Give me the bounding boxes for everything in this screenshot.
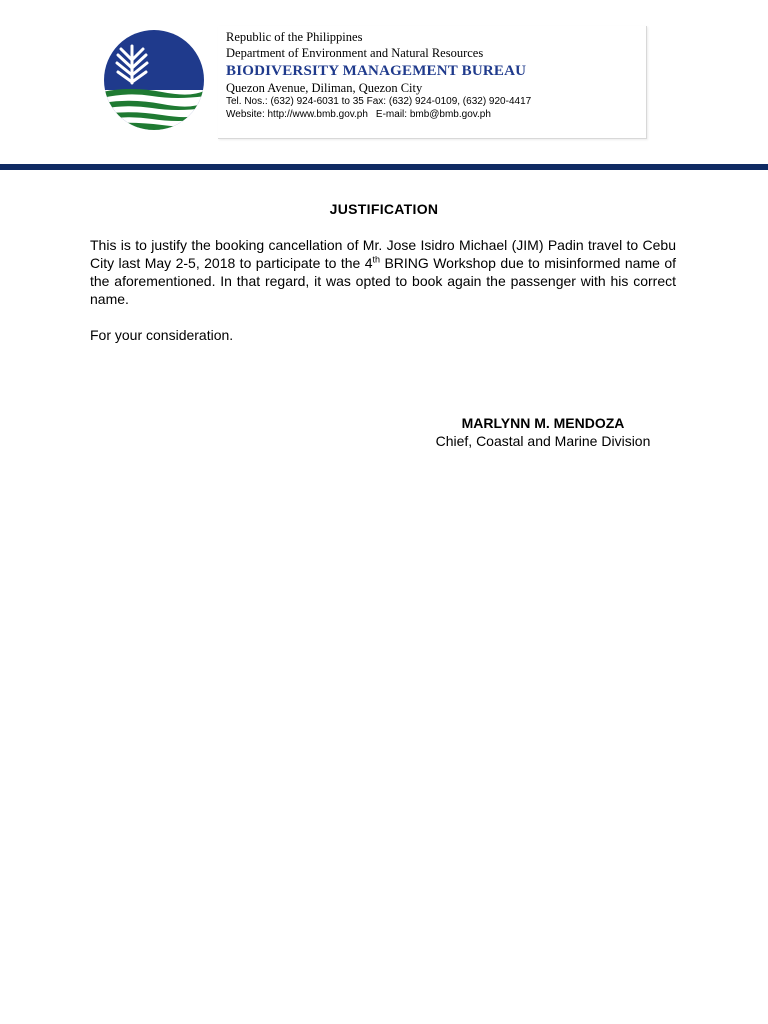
- bureau-name: BIODIVERSITY MANAGEMENT BUREAU: [226, 63, 527, 79]
- signatory-position: Chief, Coastal and Marine Division: [435, 433, 651, 449]
- signature-block: [400, 414, 686, 450]
- body-text-part1: This is to justify the booking cancellation of Mr. Jose Isidro Michael (JIM) Padin travel to Cebu City last May 2-5, 2018 to participate to the 4: [90, 237, 676, 271]
- bmb-logo: [102, 28, 206, 134]
- body-text-part2: BRING Workshop due to misinformed name of the aforementioned. In that regard, it was opted to book again the passenger with his correct name.: [90, 255, 676, 307]
- closing-line: For your consideration.: [90, 327, 234, 343]
- letterhead-text-block: [218, 26, 647, 139]
- republic-line: Republic of the Philippines: [226, 30, 363, 44]
- header-divider: [0, 164, 768, 170]
- document-title: JUSTIFICATION: [329, 201, 439, 217]
- ordinal-suffix: th: [372, 254, 381, 265]
- contact-line: Tel. Nos.: (632) 924-6031 to 35 Fax: (632) 924-0109, (632) 920-4417: [226, 96, 532, 107]
- website-link[interactable]: Website: http://www.bmb.gov.ph: [226, 109, 368, 120]
- body-paragraph: [90, 236, 676, 308]
- department-line: Department of Environment and Natural Resources: [226, 46, 484, 60]
- signatory-name: MARLYNN M. MENDOZA: [461, 415, 625, 431]
- address-line: Quezon Avenue, Diliman, Quezon City: [226, 81, 423, 95]
- web-line: [226, 109, 491, 120]
- email-link[interactable]: E-mail: bmb@bmb.gov.ph: [375, 109, 491, 120]
